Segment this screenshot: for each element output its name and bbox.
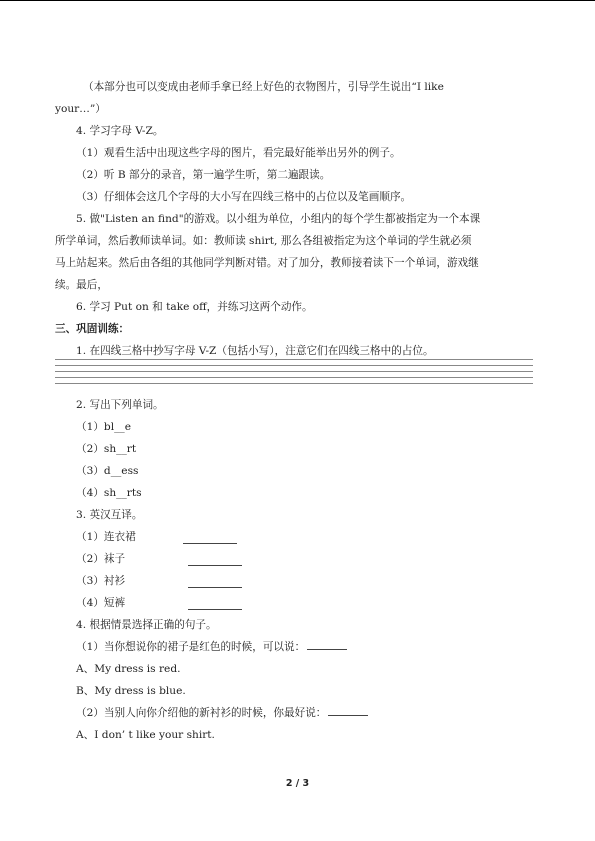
writing-guide-line bbox=[55, 377, 533, 378]
answer-blank bbox=[188, 608, 242, 610]
writing-guide-line bbox=[55, 359, 533, 360]
question-line: （2）当别人向你介绍他的新衬衫的时候，你最好说： bbox=[76, 706, 368, 720]
step-heading: 6. 学习 Put on 和 take off，并练习这两个动作。 bbox=[76, 301, 313, 313]
paragraph-line: 续。最后， bbox=[55, 279, 108, 291]
exercise-line: 2. 写出下列单词。 bbox=[76, 399, 164, 411]
page-top-rule bbox=[0, 0, 595, 1]
answer-blank bbox=[183, 542, 237, 544]
option-line: A、I don’ t like your shirt. bbox=[76, 729, 215, 741]
exercise-item: （2）sh__rt bbox=[76, 443, 137, 455]
step-heading: 4. 学习字母 V-Z。 bbox=[76, 125, 164, 137]
substep-line: （3）仔细体会这几个字母的大小写在四线三格中的占位以及笔画顺序。 bbox=[76, 191, 412, 203]
option-line: B、My dress is blue. bbox=[76, 685, 186, 697]
question-line: （1）当你想说你的裙子是红色的时候，可以说： bbox=[76, 640, 347, 654]
paragraph-line: 马上站起来。然后由各组的其他同学判断对错。对了加分，教师接着读下一个单词，游戏继 bbox=[55, 257, 479, 269]
exercise-item: （1）bl__e bbox=[76, 421, 131, 433]
writing-guide-line bbox=[55, 383, 533, 384]
section-heading: 三、巩固训练： bbox=[55, 323, 130, 335]
exercise-item: （1）连衣裙 bbox=[76, 530, 136, 544]
writing-guide-line bbox=[55, 365, 533, 366]
exercise-item: （4）短裤 bbox=[76, 596, 125, 610]
substep-line: （1）观看生活中出现这些字母的图片，看完最好能举出另外的例子。 bbox=[76, 147, 401, 159]
exercise-item: （3）衬衫 bbox=[76, 574, 125, 588]
writing-guide-line bbox=[55, 371, 533, 372]
exercise-line: 3. 英汉互译。 bbox=[76, 509, 143, 521]
paragraph-line: your…”） bbox=[55, 103, 106, 115]
option-line: A、My dress is red. bbox=[76, 663, 181, 675]
exercise-item: （4）sh__rts bbox=[76, 487, 142, 499]
exercise-item: （2）袜子 bbox=[76, 552, 125, 566]
paragraph-line: （本部分也可以变成由老师手拿已经上好色的衣物图片，引导学生说出“I like bbox=[83, 81, 444, 93]
answer-blank bbox=[188, 586, 242, 588]
exercise-item: （3）d__ess bbox=[76, 465, 139, 477]
answer-blank bbox=[188, 564, 242, 566]
paragraph-line: 所学单词，然后教师读单词。如：教师读 shirt, 那么各组被指定为这个单词的学生就必须 bbox=[55, 235, 472, 247]
substep-line: （2）听 B 部分的录音，第一遍学生听，第二遍跟读。 bbox=[76, 169, 331, 181]
page-number: 2 / 3 bbox=[285, 778, 310, 789]
exercise-line: 4. 根据情景选择正确的句子。 bbox=[76, 619, 217, 631]
answer-blank bbox=[307, 648, 347, 650]
step-heading: 5. 做"Listen an find"的游戏。以小组为单位，小组内的每个学生都被指定为一个本课 bbox=[76, 213, 481, 225]
exercise-line: 1. 在四线三格中抄写字母 V-Z（包括小写），注意它们在四线三格中的占位。 bbox=[76, 345, 434, 357]
answer-blank bbox=[328, 714, 368, 716]
